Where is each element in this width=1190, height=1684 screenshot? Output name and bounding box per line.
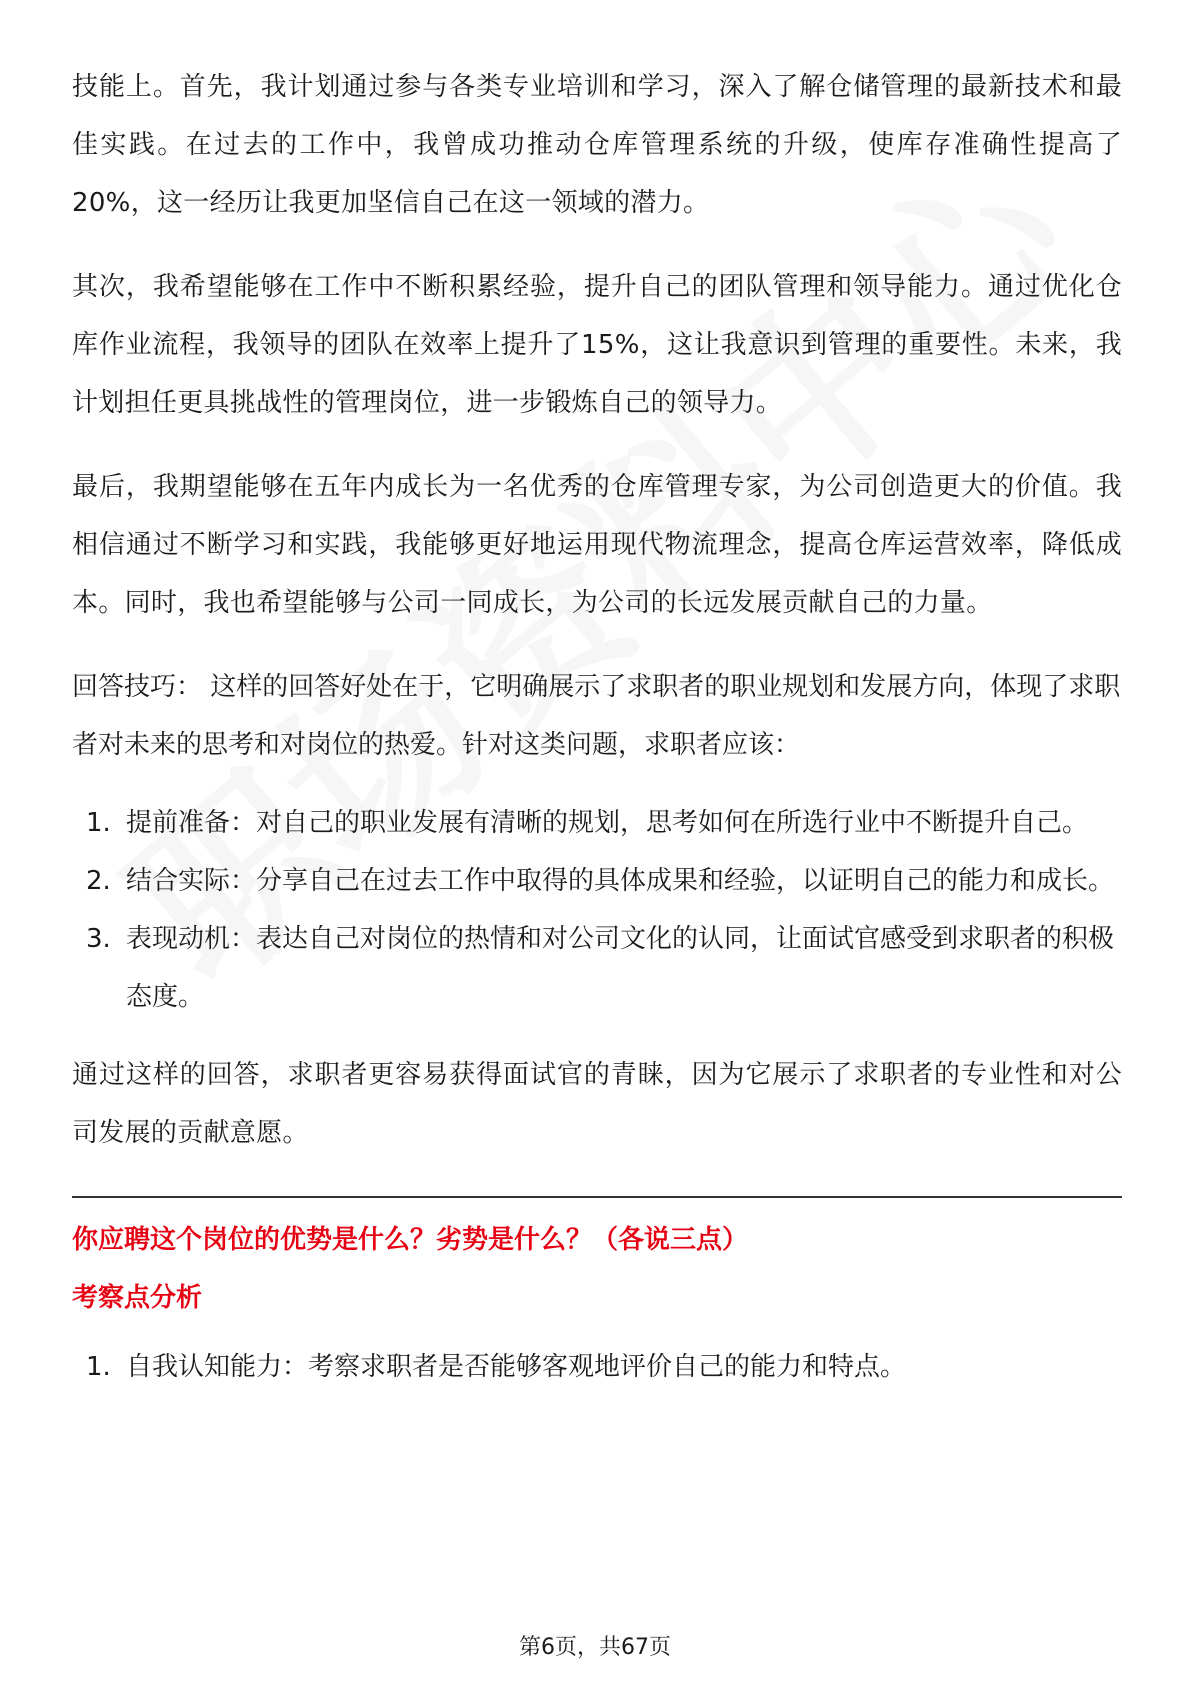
list-text: 结合实际：分享自己在过去工作中取得的具体成果和经验，以证明自己的能力和成长。 — [126, 866, 1115, 896]
analysis-list — [72, 1338, 1122, 1396]
question-subtitle: 考察点分析 — [72, 1283, 203, 1313]
list-item — [72, 794, 1122, 852]
list-number: 1. — [86, 808, 111, 838]
page-footer: 第6页，共67页 — [519, 1635, 671, 1660]
list-number: 1. — [86, 1352, 111, 1382]
question-title: 你应聘这个岗位的优势是什么？劣势是什么？（各说三点） — [72, 1225, 749, 1255]
paragraph-2: 其次，我希望能够在工作中不断积累经验，提升自己的团队管理和领导能力。通过优化仓库作业流程，我领导的团队在效率上提升了15%，这让我意识到管理的重要性。未来，我计划担任更具挑战性的管理岗位，进一步锻炼自己的领导力。 — [72, 272, 1122, 418]
list-item — [72, 1338, 1122, 1396]
list-text: 提前准备：对自己的职业发展有清晰的规划，思考如何在所选行业中不断提升自己。 — [126, 808, 1089, 838]
tips-list — [72, 794, 1122, 1026]
list-item — [72, 910, 1122, 1026]
paragraph-1: 技能上。首先，我计划通过参与各类专业培训和学习，深入了解仓储管理的最新技术和最佳实践。在过去的工作中，我曾成功推动仓库管理系统的升级，使库存准确性提高了20%，这一经历让我更加坚信自己在这一领域的潜力。 — [72, 72, 1122, 218]
answer-tips: 回答技巧： 这样的回答好处在于，它明确展示了求职者的职业规划和发展方向，体现了求职者对未来的思考和对岗位的热爱。针对这类问题，求职者应该： — [72, 672, 1121, 760]
list-text: 表现动机：表达自己对岗位的热情和对公司文化的认同，让面试官感受到求职者的积极态度。 — [126, 924, 1115, 1012]
list-item — [72, 852, 1122, 910]
list-number: 2. — [86, 866, 111, 896]
conclusion-paragraph: 通过这样的回答，求职者更容易获得面试官的青睐，因为它展示了求职者的专业性和对公司发展的贡献意愿。 — [72, 1060, 1122, 1148]
list-text: 自我认知能力：考察求职者是否能够客观地评价自己的能力和特点。 — [126, 1352, 907, 1382]
paragraph-3: 最后，我期望能够在五年内成长为一名优秀的仓库管理专家，为公司创造更大的价值。我相信通过不断学习和实践，我能够更好地运用现代物流理念，提高仓库运营效率，降低成本。同时，我也希望能够与公司一同成长，为公司的长远发展贡献自己的力量。 — [72, 472, 1122, 618]
document-body — [72, 58, 1122, 1416]
list-number: 3. — [86, 924, 111, 954]
section-divider — [72, 1196, 1122, 1198]
